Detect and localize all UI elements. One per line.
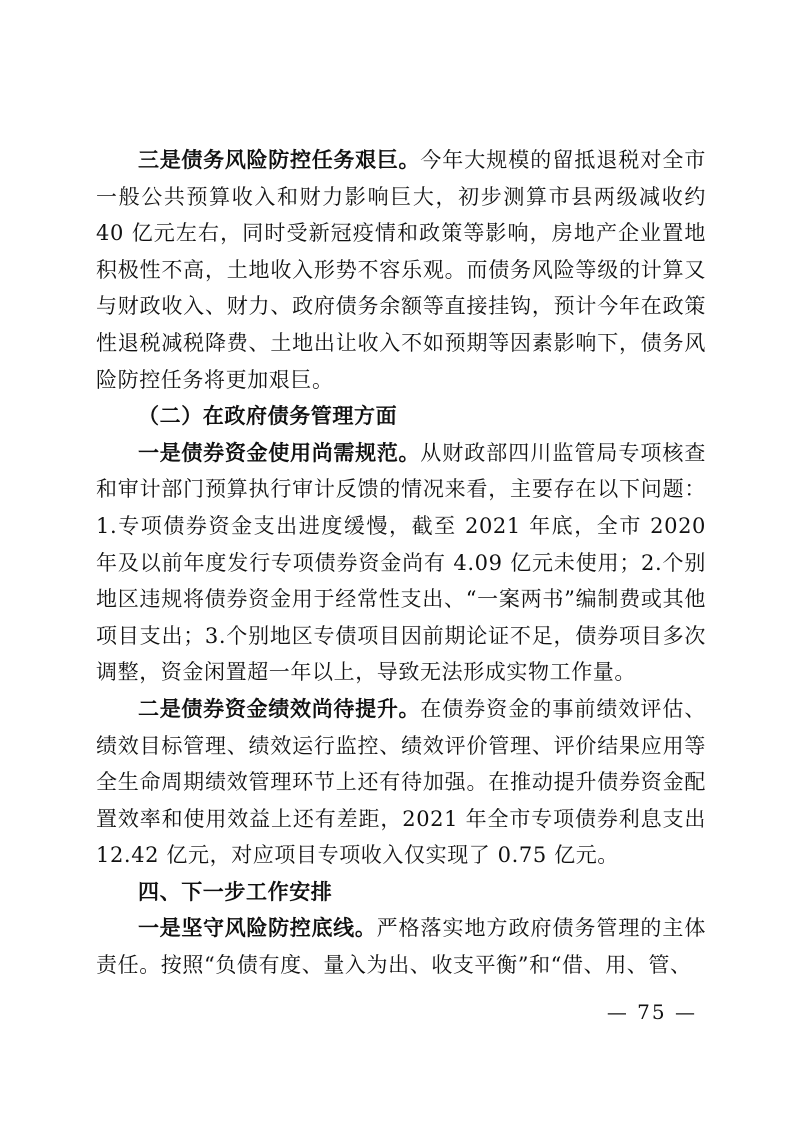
paragraph-text: 严格落实地方政府债务管理的主体责任。按照“负债有度、量入为出、收支平衡”和“借、用、管、 [96,916,706,978]
paragraph-risk-bottom-line [96,910,706,983]
paragraph-debt-risk [96,142,706,398]
section-heading-next-steps: 四、下一步工作安排 [138,879,333,904]
paragraph-lead: 一是债券资金使用尚需规范。 [138,440,421,465]
paragraph-fund-performance [96,691,706,874]
section-heading-debt-management: （二）在政府债务管理方面 [138,404,398,429]
paragraph-fund-usage [96,435,706,691]
paragraph-lead: 三是债务风险防控任务艰巨。 [138,148,421,172]
paragraph-text: 今年大规模的留抵退税对全市一般公共预算收入和财力影响巨大，初步测算市县两级减收约 40 亿元左右，同时受新冠疫情和政策等影响，房地产企业置地积极性不高，土地收入形势不容乐观。而债务风险等级的计算又与财政收入、财力、政府债务余额等直接挂钩，预计今年在政策性退税减税降费、土地出让收入不如预期等因素影响下，债务风险防控任务将更加艰巨。 [96,148,706,392]
body-text [96,142,706,984]
page-number: — 75 — [606,1000,697,1024]
paragraph-lead: 二是债券资金绩效尚待提升。 [138,696,421,721]
paragraph-text: 从财政部四川监管局专项核查和审计部门预算执行审计反馈的情况来看，主要存在以下问题：1.专项债券资金支出进度缓慢，截至 2021 年底，全市 2020 年及以前年度发行专项债券资金尚有 4.09 亿元未使用；2.个别地区违规将债券资金用于经常性支出、“一案两书”编制费或其他项目支出；3.个别地区专债项目因前期论证不足，债券项目多次调整，资金闲置超一年以上，导致无法形成实物工作量。 [96,440,706,685]
paragraph-lead: 一是坚守风险防控底线。 [138,916,377,941]
paragraph-text: 在债券资金的事前绩效评估、绩效目标管理、绩效运行监控、绩效评价管理、评价结果应用等全生命周期绩效管理环节上还有待加强。在推动提升债券资金配置效率和使用效益上还有差距，2021 年全市专项债券利息支出 12.42 亿元，对应项目专项收入仅实现了 0.75 亿元。 [96,696,706,868]
